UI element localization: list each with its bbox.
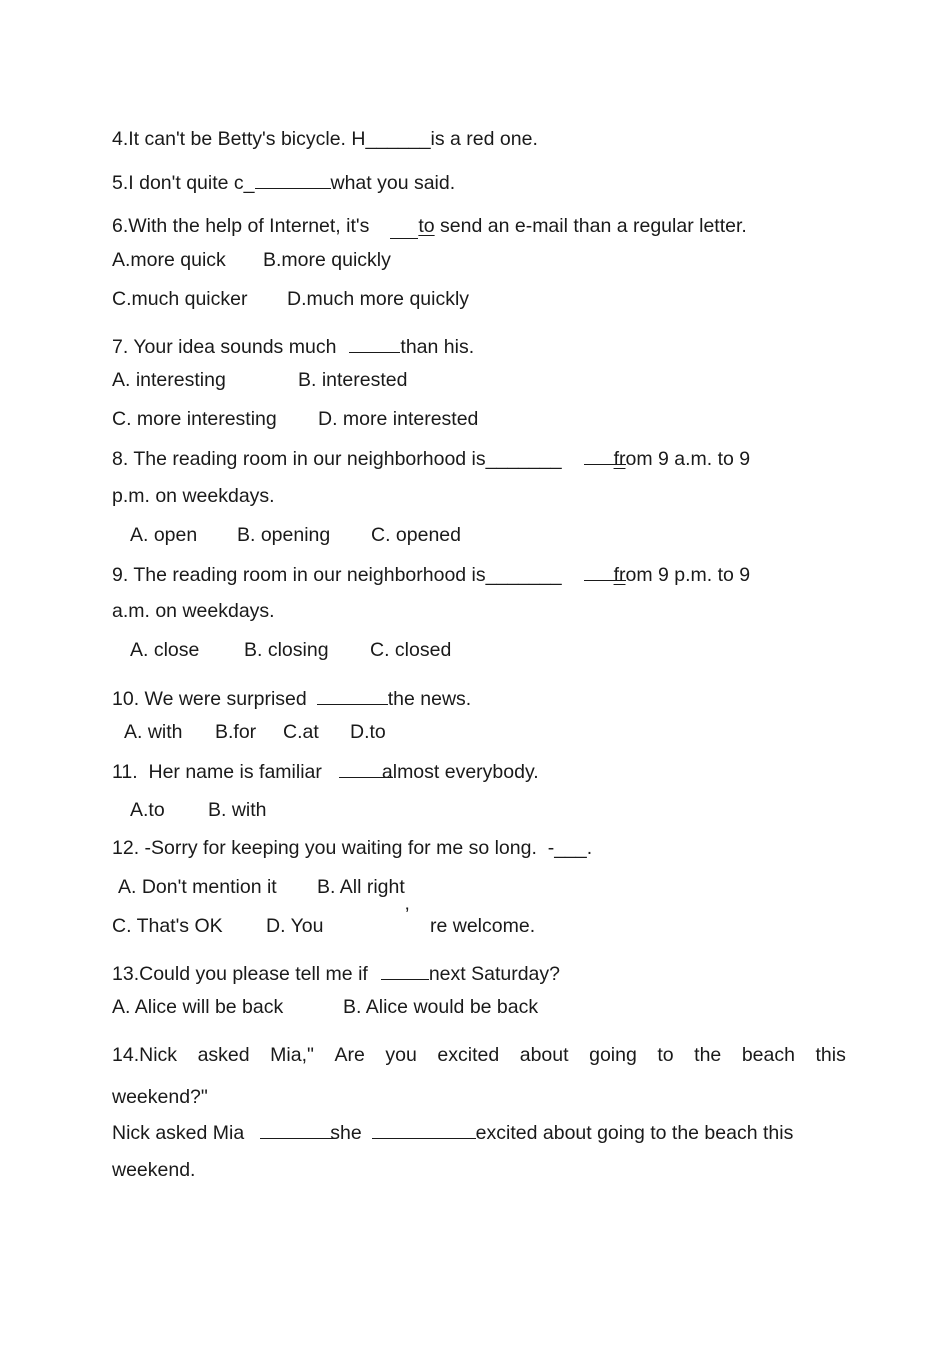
q14-word: Mia,"	[270, 1044, 314, 1066]
option-d: D. more interested	[318, 408, 479, 430]
q14-word: Are	[334, 1044, 365, 1066]
question-9-text-start: 9. The reading room in our neighborhood is_______	[112, 564, 562, 586]
question-11-text-end: lmost everybody.	[392, 761, 539, 783]
option-c: C.at	[283, 721, 319, 743]
question-5	[112, 170, 455, 195]
answer-blank[interactable]	[349, 334, 400, 353]
option-b: B. closing	[244, 639, 329, 661]
question-6-text-start: 6.With the help of Internet, it's	[112, 215, 370, 237]
question-10-text-start: 10. We were surprised	[112, 688, 307, 710]
question-8-text-start: 8. The reading room in our neighborhood is_______	[112, 448, 562, 470]
question-10-text-end: the news.	[387, 688, 472, 710]
question-11	[112, 759, 539, 784]
question-8	[112, 446, 750, 471]
option-c: C.much quicker	[112, 288, 248, 310]
option-b: B. opening	[237, 524, 331, 546]
question-4: 4.It can't be Betty's bicycle. H______is a red one.	[112, 128, 538, 150]
option-d-continued: re welcome.	[430, 915, 536, 937]
question-8-continued: p.m. on weekdays.	[112, 485, 275, 507]
question-10	[112, 686, 471, 711]
question-13	[112, 961, 560, 986]
q14-rewrite-end: excited about going to the beach this	[475, 1122, 794, 1144]
option-b: B. All right	[317, 876, 405, 898]
answer-blank[interactable]	[372, 1120, 476, 1139]
answer-blank[interactable]	[317, 686, 388, 705]
q14-rewrite-mid: he	[339, 1122, 362, 1144]
option-b: B. Alice would be back	[343, 996, 539, 1018]
question-7-text-start: 7. Your idea sounds much	[112, 336, 337, 358]
question-8-text-end: om 9 a.m. to 9	[625, 448, 751, 470]
underlined-letters: fr	[613, 564, 626, 586]
q14-word: about	[519, 1044, 569, 1066]
option-b: B. interested	[298, 369, 408, 391]
question-14	[112, 1043, 846, 1067]
question-6-text-end: send an e-mail than a regular letter.	[434, 215, 747, 237]
answer-blank[interactable]	[381, 961, 429, 980]
option-c: C. That's OK	[112, 915, 223, 937]
underlined-letters: fr	[613, 448, 626, 470]
q14-word: beach	[741, 1044, 795, 1066]
q14-word: 14.Nick	[112, 1044, 178, 1066]
q14-word: this	[815, 1044, 846, 1066]
question-6	[112, 214, 747, 239]
option-d: D. You	[266, 915, 324, 937]
question-5-text-start: 5.I don't quite c_	[112, 172, 255, 194]
question-13-text-start: 13.Could you please tell me if	[112, 963, 368, 985]
option-c: C. more interesting	[112, 408, 277, 430]
q14-word: asked	[197, 1044, 250, 1066]
option-d: D.much more quickly	[287, 288, 470, 310]
underlined-letter: s	[330, 1122, 340, 1144]
option-a: A. with	[124, 721, 183, 743]
option-a: A. interesting	[112, 369, 226, 391]
option-a: A. Alice will be back	[112, 996, 284, 1018]
option-a: A.to	[130, 799, 165, 821]
option-a: A. close	[130, 639, 200, 661]
question-14-rewrite-continued: weekend.	[112, 1159, 196, 1181]
q14-word: going	[589, 1044, 637, 1066]
option-c: C. opened	[371, 524, 461, 546]
question-12: 12. -Sorry for keeping you waiting for me so long. -___.	[112, 837, 593, 859]
question-14-rewrite	[112, 1120, 793, 1145]
question-7-text-end: than his.	[400, 336, 475, 358]
option-b: B.for	[215, 721, 257, 743]
question-9	[112, 562, 750, 587]
underlined-letter: a	[381, 761, 393, 783]
answer-blank[interactable]	[260, 1120, 335, 1139]
question-11-text-start: 11. Her name is familiar	[112, 761, 322, 783]
question-9-continued: a.m. on weekdays.	[112, 600, 275, 622]
option-b: B.more quickly	[263, 249, 391, 271]
question-7	[112, 334, 474, 359]
option-c: C. closed	[370, 639, 452, 661]
q14-word: to	[657, 1044, 674, 1066]
question-14-continued: weekend?"	[112, 1086, 208, 1108]
question-9-text-end: om 9 p.m. to 9	[625, 564, 751, 586]
option-a: A.more quick	[112, 249, 226, 271]
option-a: A. open	[130, 524, 198, 546]
q14-word: you	[385, 1044, 417, 1066]
q14-word: excited	[437, 1044, 500, 1066]
q14-rewrite-start: Nick asked Mia	[112, 1122, 245, 1144]
question-5-text-end: what you said.	[330, 172, 456, 194]
option-a: A. Don't mention it	[118, 876, 277, 898]
question-13-text-end: next Saturday?	[428, 963, 560, 985]
option-b: B. with	[208, 799, 267, 821]
answer-blank[interactable]	[390, 214, 418, 239]
apostrophe: ’	[405, 904, 410, 926]
answer-blank[interactable]	[255, 170, 331, 189]
option-d: D.to	[350, 721, 386, 743]
underlined-word: to	[418, 215, 435, 237]
q14-word: the	[694, 1044, 722, 1066]
